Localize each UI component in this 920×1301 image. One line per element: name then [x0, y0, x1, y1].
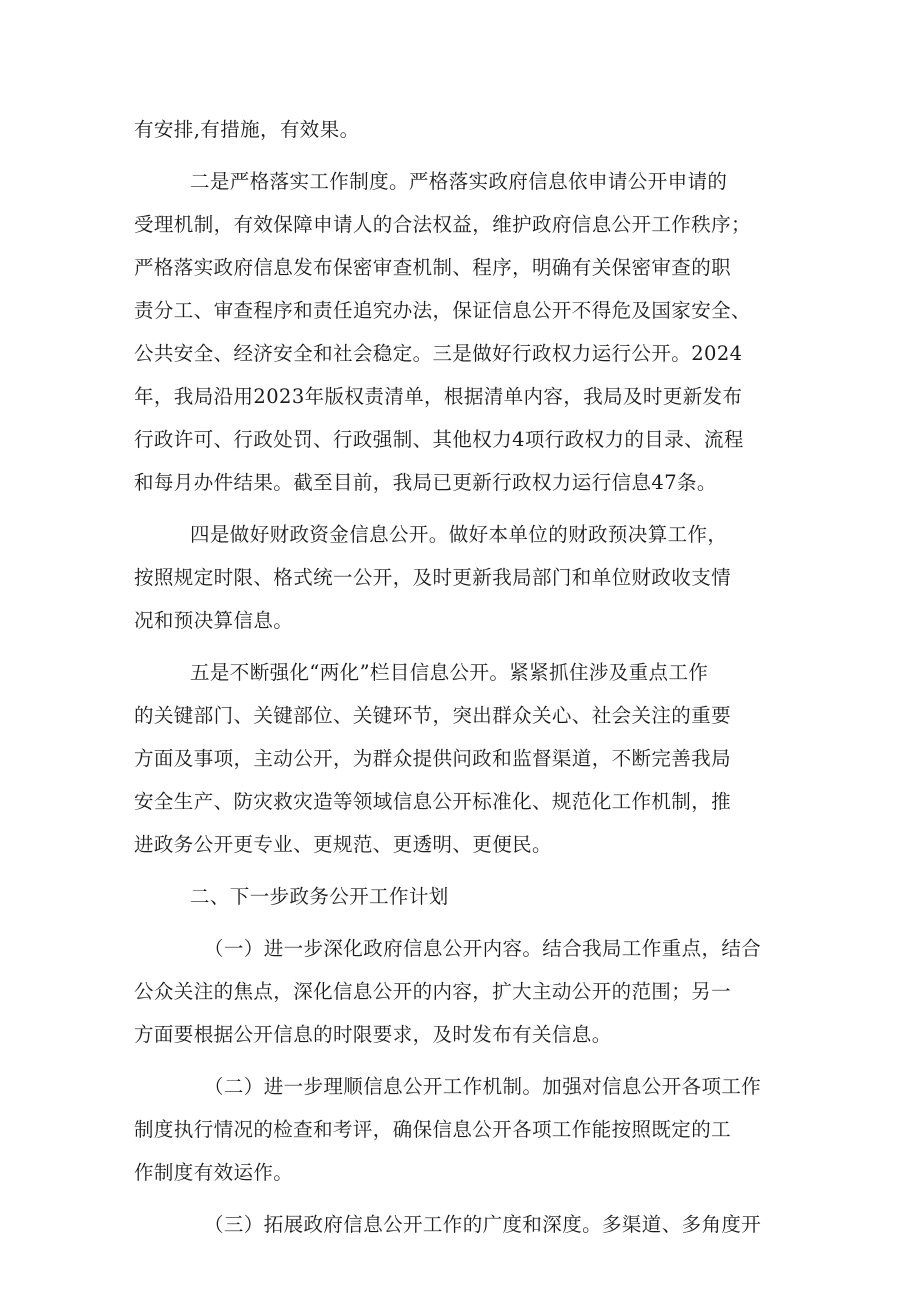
text-line: 年，我局沿用2023年版权责清单，根据清单内容，我局及时更新发布 — [134, 385, 743, 408]
paragraph-first-line: 四是做好财政资金信息公开。做好本单位的财政预决算工作， — [190, 523, 728, 546]
document-body — [134, 108, 794, 1246]
text-line: 和每月办件结果。截至目前，我局已更新行政权力运行信息47条。 — [134, 471, 717, 494]
paragraph-first-line: （三）拓展政府信息公开工作的广度和深度。多渠道、多角度开 — [204, 1213, 762, 1236]
paragraph-gap — [134, 1056, 794, 1065]
paragraph-gap — [134, 866, 794, 875]
text-line: 有安排,有措施，有效果。 — [134, 118, 360, 141]
paragraph-first-line: 五是不断强化“两化”栏目信息公开。紧紧抓住涉及重点工作 — [190, 661, 709, 684]
paragraph-first-line: （一）进一步深化政府信息公开内容。结合我局工作重点，结合 — [204, 937, 762, 960]
text-line: 作制度有效运作。 — [134, 1161, 294, 1184]
text-line: 安全生产、防灾救灾造等领域信息公开标准化、规范化工作机制，推 — [134, 790, 732, 813]
text-line: 公共安全、经济安全和社会稳定。三是做好行政权力运行公开。2024 — [134, 342, 743, 365]
text-line: 方面及事项，主动公开，为群众提供问政和监督渠道，不断完善我局 — [134, 747, 732, 770]
paragraph-gap — [134, 1194, 794, 1203]
paragraph-gap — [134, 504, 794, 513]
section-heading: 二、下一步政务公开工作计划 — [190, 885, 449, 908]
paragraph-first-line: 二是严格落实工作制度。严格落实政府信息依申请公开申请的 — [190, 170, 728, 193]
text-line: 受理机制，有效保障申请人的合法权益，维护政府信息公开工作秩序； — [134, 213, 751, 236]
text-line: 行政许可、行政处罚、行政强制、其他权力4项行政权力的目录、流程 — [134, 428, 744, 451]
text-line: 严格落实政府信息发布保密审查机制、程序，明确有关保密审查的职 — [134, 256, 732, 279]
text-line: 按照规定时限、格式统一公开，及时更新我局部门和单位财政收支情 — [134, 566, 732, 589]
text-line: 制度执行情况的检查和考评，确保信息公开各项工作能按照既定的工 — [134, 1118, 732, 1141]
text-line: 责分工、审查程序和责任追究办法，保证信息公开不得危及国家安全、 — [134, 299, 751, 322]
text-line: 方面要根据公开信息的时限要求，及时发布有关信息。 — [134, 1023, 612, 1046]
text-line: 公众关注的焦点，深化信息公开的内容，扩大主动公开的范围；另一 — [134, 980, 732, 1003]
text-line: 的关键部门、关键部位、关键环节，突出群众关心、社会关注的重要 — [134, 704, 732, 727]
paragraph-gap — [134, 642, 794, 651]
paragraph-gap — [134, 151, 794, 160]
text-line: 况和预决算信息。 — [134, 609, 294, 632]
paragraph-first-line: （二）进一步理顺信息公开工作机制。加强对信息公开各项工作 — [204, 1075, 762, 1098]
paragraph-gap — [134, 918, 794, 927]
text-line: 进政务公开更专业、更规范、更透明、更便民。 — [134, 833, 552, 856]
